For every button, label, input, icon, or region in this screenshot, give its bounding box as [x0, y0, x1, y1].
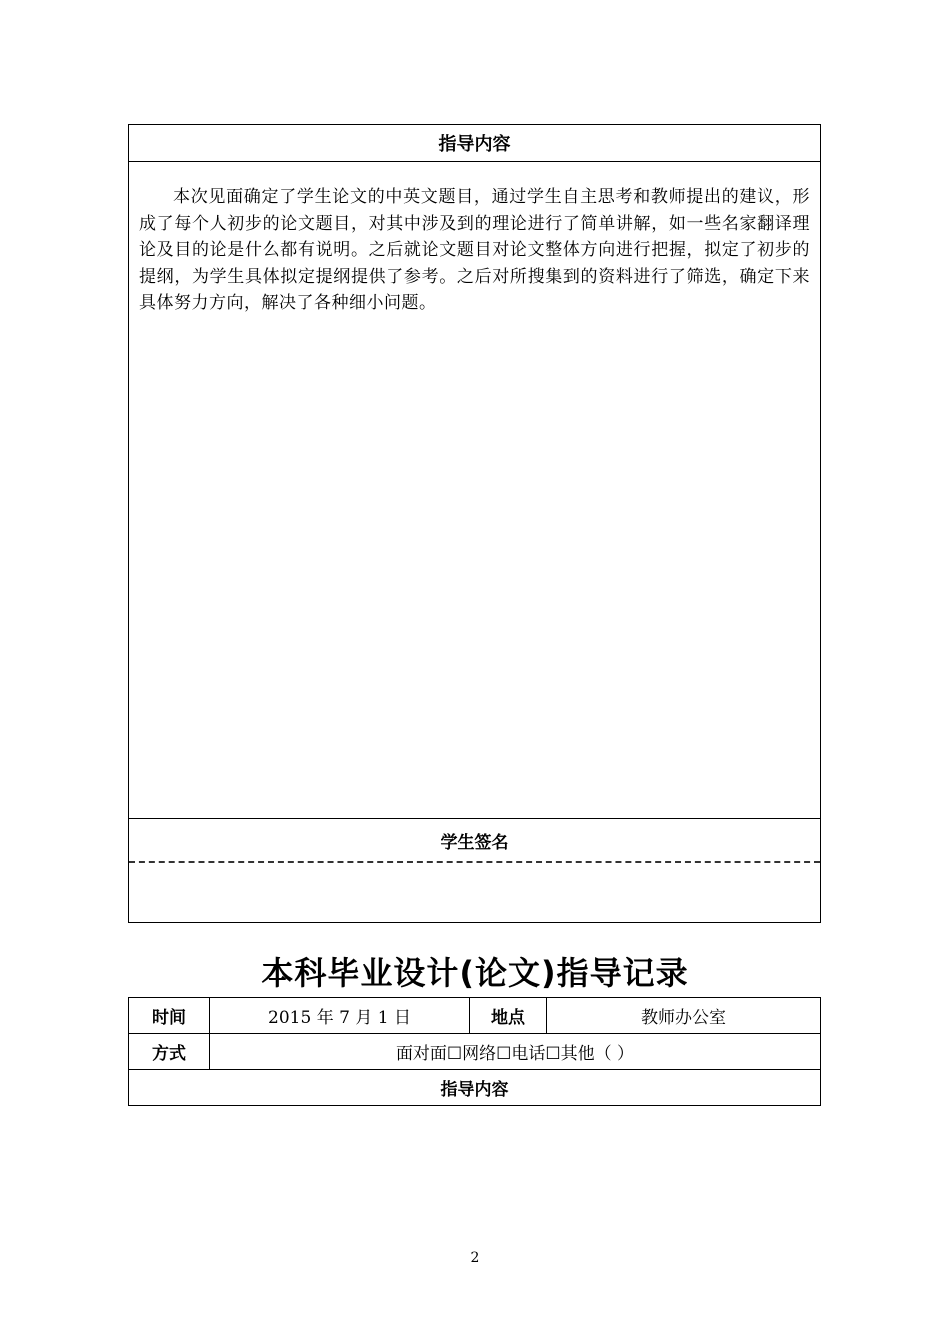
record-row-time [129, 998, 821, 1034]
guidance-table [128, 124, 821, 923]
record-title: 本科毕业设计(论文)指导记录 [261, 954, 689, 992]
guidance-header: 指导内容 [129, 125, 820, 162]
place-label: 地点 [470, 998, 547, 1034]
student-signature-area[interactable] [129, 863, 820, 923]
record-row-mode [129, 1034, 821, 1070]
mode-value: 面对面☐网络☐电话☐其他（ ） [210, 1034, 821, 1070]
place-value: 教师办公室 [547, 998, 821, 1034]
guide-header: 指导内容 [129, 1070, 821, 1106]
mode-label: 方式 [129, 1034, 210, 1070]
page-number: 2 [470, 1250, 480, 1266]
record-row-guide [129, 1070, 821, 1106]
student-signature-label: 学生签名 [440, 832, 509, 853]
record-table [128, 997, 821, 1106]
time-label: 时间 [129, 998, 210, 1034]
guidance-content: 本次见面确定了学生论文的中英文题目，通过学生自主思考和教师提出的建议，形成了每个人初步的论文题目，对其中涉及到的理论进行了简单讲解，如一些名家翻译理论及目的论是什么都有说明。之后就论文题目对论文整体方向进行把握，拟定了初步的提纲，为学生具体拟定提纲提供了参考。之后对所搜集到的资料进行了筛选，确定下来具体努力方向，解决了各种细小问题。 [129, 162, 820, 819]
time-value: 2015 年 7 月 1 日 [210, 998, 470, 1034]
